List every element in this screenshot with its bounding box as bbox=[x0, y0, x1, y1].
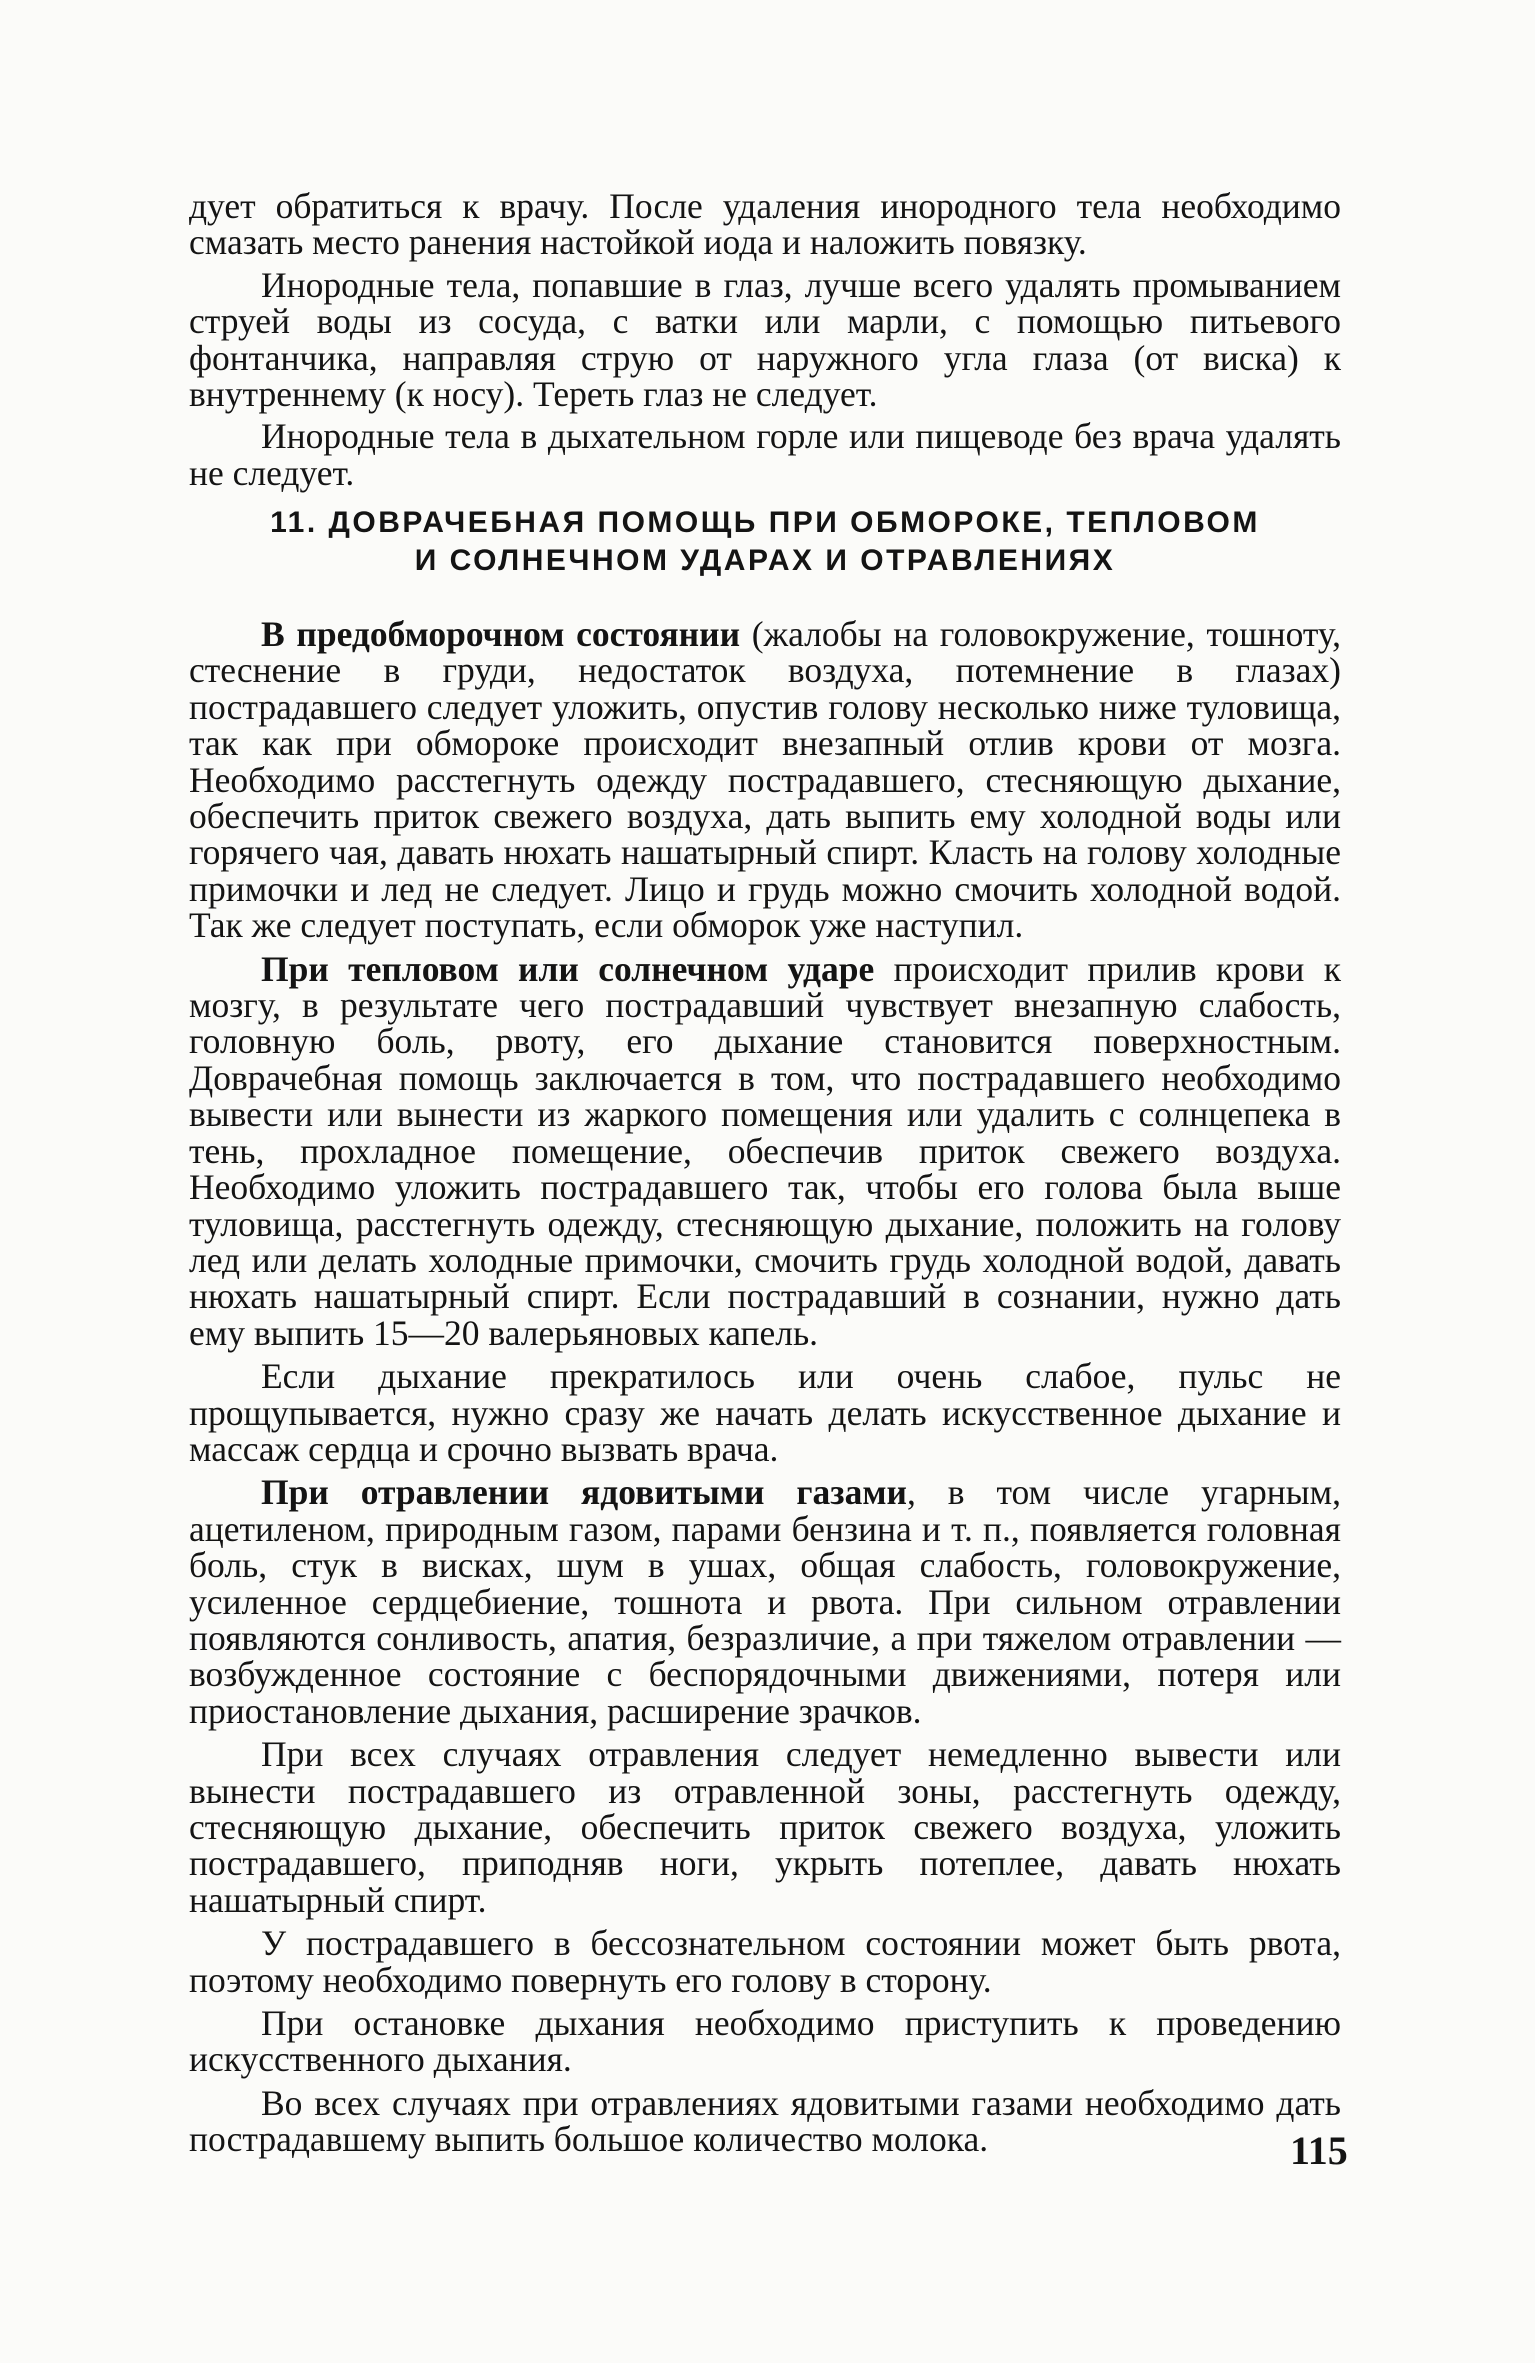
paragraph: Инородные тела, попавшие в глаз, лучше всего удалять промыванием струей воды из сосуда, с ватки или марли, с помощью питьевого фонтанчика, направляя струю от наружного угла глаза (от виска) к внутреннему (к носу). Тереть глаз не следует. bbox=[189, 264, 1341, 415]
paragraph: При остановке дыхания необходимо приступить к проведению искусственного дыхания. bbox=[189, 2003, 1341, 2080]
paragraph-lead: В предобморочном состоянии bbox=[261, 614, 741, 654]
paragraph: Если дыхание прекратилось или очень слабое, пульс не прощупывается, нужно сразу же начать делать искусственное дыхание и массаж сердца и срочно вызвать врача. bbox=[189, 1356, 1341, 1469]
paragraph bbox=[189, 1474, 1341, 1729]
section-heading bbox=[189, 504, 1341, 580]
paragraph: У пострадавшего в бессознательном состоянии может быть рвота, поэтому необходимо повернуть его голову в сторону. bbox=[189, 1923, 1341, 2000]
paragraph-lead: При отравлении ядовитыми газами bbox=[261, 1472, 907, 1513]
paragraph-body: (жалобы на головокружение, тошноту, стеснение в груди, недостаток воздуха, потемнение в глазах) пострадавшего следует уложить, опустив голову несколько ниже туловища, так как при обмороке происходит внезапный отлив крови от мозга. Необходимо расстегнуть одежду пострадавшего, стесняющую дыхание, обеспечить приток свежего воздуха, дать выпить ему холодной воды или горячего чая, давать нюхать нашатырный спирт. Класть на голову холодные примочки и лед не следует. Лицо и грудь можно смочить холодной водой. Так же следует поступать, если обморок уже наступил. bbox=[189, 614, 1341, 946]
section-heading-line-2: И СОЛНЕЧНОМ УДАРАХ И ОТРАВЛЕНИЯХ bbox=[414, 544, 1116, 577]
paragraph bbox=[189, 616, 1341, 944]
paragraph bbox=[189, 948, 1341, 1353]
paragraph-lead: При тепловом или солнечном ударе bbox=[261, 948, 875, 989]
paragraph-body: , в том числе угарным, ацетиленом, природным газом, парами бензина и т. п., появляется головная боль, стук в висках, шум в ушах, общая слабость, головокружение, усиленное сердцебиение, тошнота и рвота. При сильном отравлении появляются сонливость, апатия, безразличие, а при тяжелом отравлении — возбужденное состояние с беспорядочными движениями, потеря или приостановление дыхания, расширение зрачков. bbox=[189, 1472, 1342, 1731]
paragraph: дует обратиться к врачу. После удаления инородного тела необходимо смазать место ранения настойкой иода и наложить повязку. bbox=[189, 186, 1341, 263]
paragraph: Во всех случаях при отравлениях ядовитыми газами необходимо дать пострадавшему выпить большое количество молока. bbox=[189, 2082, 1341, 2160]
section-text-block bbox=[189, 616, 1341, 2158]
section-heading-line-1: 11. ДОВРАЧЕБНАЯ ПОМОЩЬ ПРИ ОБМОРОКЕ, ТЕПЛОВОМ bbox=[270, 506, 1260, 539]
paragraph-body: происходит прилив крови к мозгу, в результате чего пострадавший чувствует внезапную слабость, головную боль, рвоту, его дыхание становится поверхностным. Доврачебная помощь заключается в том, что пострадавшего необходимо вывести или вынести из жаркого помещения или удалить с солнцепека в тень, прохладное помещение, обеспечив приток свежего воздуха. Необходимо уложить пострадавшего так, чтобы его голова была выше туловища, расстегнуть одежду, стесняющую дыхание, положить на голову лед или делать холодные примочки, смочить грудь холодной водой, давать нюхать нашатырный спирт. Если пострадавший в сознании, нужно дать ему выпить 15—20 валерьяновых капель. bbox=[189, 948, 1341, 1353]
paragraph: При всех случаях отравления следует немедленно вывести или вынести пострадавшего из отравленной зоны, расстегнуть одежду, стесняющую дыхание, обеспечить приток свежего воздуха, уложить пострадавшего, приподняв ноги, укрыть потеплее, давать нюхать нашатырный спирт. bbox=[189, 1734, 1341, 1920]
paragraph: Инородные тела в дыхательном горле или пищеводе без врача удалять не следует. bbox=[189, 416, 1341, 493]
page-number: 115 bbox=[1290, 2128, 1348, 2173]
intro-text-block bbox=[189, 188, 1341, 491]
